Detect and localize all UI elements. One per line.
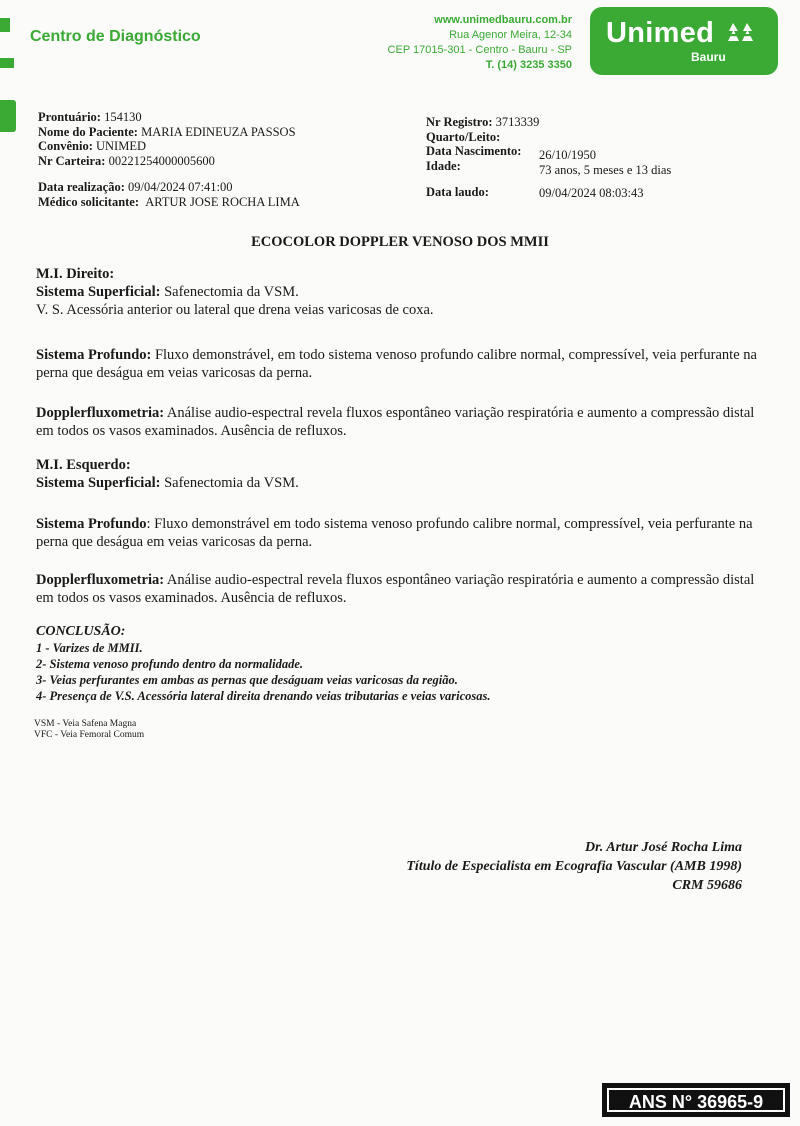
direito-prof-label: Sistema Profundo: xyxy=(36,347,152,363)
direito-sup-line2: V. S. Acessória anterior ou lateral que drena veias varicosas de coxa. xyxy=(36,302,434,318)
laudo-value: 09/04/2024 08:03:43 xyxy=(539,186,644,200)
direito-prof-text: Fluxo demonstrável, em todo sistema venoso profundo calibre normal, compressível, veia perfurante na perna que deságua em veias varicosas da perna. xyxy=(36,347,757,381)
nome-value: MARIA EDINEUZA PASSOS xyxy=(141,124,296,139)
direito-sup-text: Safenectomia da VSM. xyxy=(160,284,299,300)
doctor-name: Dr. Artur José Rocha Lima xyxy=(584,840,742,855)
brand-bar xyxy=(0,18,10,32)
esquerdo-doppler-text: Análise audio-espectral revela fluxos espontâneo variação respiratória e aumento a compressão distal em todos os vasos examinados. Ausência de refluxos. xyxy=(36,572,755,606)
esquerdo-doppler xyxy=(36,571,766,607)
esquerdo-profundo xyxy=(36,515,766,551)
address-line1: Rua Agenor Meira, 12-34 xyxy=(449,29,572,41)
idade-label: Idade: xyxy=(426,158,461,173)
esquerdo-prof-label: Sistema Profundo xyxy=(36,516,147,532)
ans-number: ANS N° 36965-9 xyxy=(607,1088,785,1112)
quarto-label: Quarto/Leito: xyxy=(426,129,501,144)
registro-value: 3713339 xyxy=(495,115,540,129)
carteira-label: Nr Carteira: xyxy=(38,153,106,168)
esquerdo-sup-label: Sistema Superficial: xyxy=(36,475,161,491)
exam-info-left xyxy=(38,180,300,209)
medico-label: Médico solicitante: xyxy=(38,194,140,209)
conclusion xyxy=(36,624,491,704)
logo-name: Unimed xyxy=(606,17,715,49)
nome-label: Nome do Paciente: xyxy=(38,124,138,139)
direito-doppler-label: Dopplerfluxometria: xyxy=(36,405,165,421)
report-title: ECOCOLOR DOPPLER VENOSO DOS MMII xyxy=(251,234,549,250)
prontuario-value: 154130 xyxy=(104,110,142,124)
esquerdo-doppler-label: Dopplerfluxometria: xyxy=(36,572,165,588)
phone: T. (14) 3235 3350 xyxy=(485,59,572,71)
direito-doppler xyxy=(36,404,766,440)
unimed-tree-icon xyxy=(727,21,757,48)
direito-doppler-text: Análise audio-espectral revela fluxos espontâneo variação respiratória e aumento a compressão distal em todos os vasos examinados. Ausência de refluxos. xyxy=(36,405,755,439)
patient-info-left xyxy=(38,110,296,168)
carteira-value: 00221254000005600 xyxy=(108,153,215,168)
registro-label: Nr Registro: xyxy=(426,115,493,129)
convenio-value: UNIMED xyxy=(96,139,146,153)
nascimento-label: Data Nascimento: xyxy=(426,144,522,158)
signature-block xyxy=(406,838,742,895)
esquerdo-section xyxy=(36,456,766,492)
nascimento-value: 26/10/1950 xyxy=(539,148,596,162)
conclusion-heading: CONCLUSÃO: xyxy=(36,624,126,639)
data-realizacao-value: 09/04/2024 07:41:00 xyxy=(128,180,233,194)
doctor-title: Título de Especialista em Ecografia Vascular (AMB 1998) xyxy=(406,859,742,874)
brand-bar xyxy=(0,100,16,132)
address-line2: CEP 17015-301 - Centro - Bauru - SP xyxy=(387,44,572,56)
esquerdo-prof-text: : Fluxo demonstrável em todo sistema venoso profundo calibre normal, compressível, veia perfurante na perna que deságua em veias varicosas da perna. xyxy=(36,516,753,550)
idade-value: 73 anos, 5 meses e 13 dias xyxy=(539,163,672,177)
direito-sup-label: Sistema Superficial: xyxy=(36,284,161,300)
center-name: Centro de Diagnóstico xyxy=(30,28,201,45)
direito-profundo xyxy=(36,346,766,382)
direito-heading: M.I. Direito: xyxy=(36,266,115,282)
brand-bar xyxy=(0,58,14,68)
conclusion-item: 4- Presença de V.S. Acessória lateral direita drenando veias tributarias e veias varicosas. xyxy=(36,689,491,703)
patient-info-right xyxy=(426,115,539,173)
unimed-logo xyxy=(590,7,778,75)
conclusion-item: 2- Sistema venoso profundo dentro da normalidade. xyxy=(36,657,304,671)
esquerdo-heading: M.I. Esquerdo: xyxy=(36,457,131,473)
abbreviation-legend xyxy=(34,719,144,741)
doctor-crm: CRM 59686 xyxy=(672,878,742,893)
ans-badge xyxy=(602,1083,790,1117)
legend-item: VFC - Veia Femoral Comum xyxy=(34,730,145,740)
esquerdo-sup-text: Safenectomia da VSM. xyxy=(160,475,299,491)
prontuario-label: Prontuário: xyxy=(38,110,101,124)
data-realizacao-label: Data realização: xyxy=(38,180,125,194)
convenio-label: Convênio: xyxy=(38,139,93,153)
logo-city: Bauru xyxy=(691,50,726,64)
medico-value: ARTUR JOSE ROCHA LIMA xyxy=(145,194,300,209)
direito-section xyxy=(36,265,766,319)
conclusion-item: 3- Veias perfurantes em ambas as pernas que deságuam veias varicosas da região. xyxy=(36,673,458,687)
laudo-label: Data laudo: xyxy=(426,185,489,199)
legend-item: VSM - Veia Safena Magna xyxy=(34,719,137,729)
conclusion-item: 1 - Varizes de MMII. xyxy=(36,641,143,655)
website: www.unimedbauru.com.br xyxy=(434,14,572,26)
